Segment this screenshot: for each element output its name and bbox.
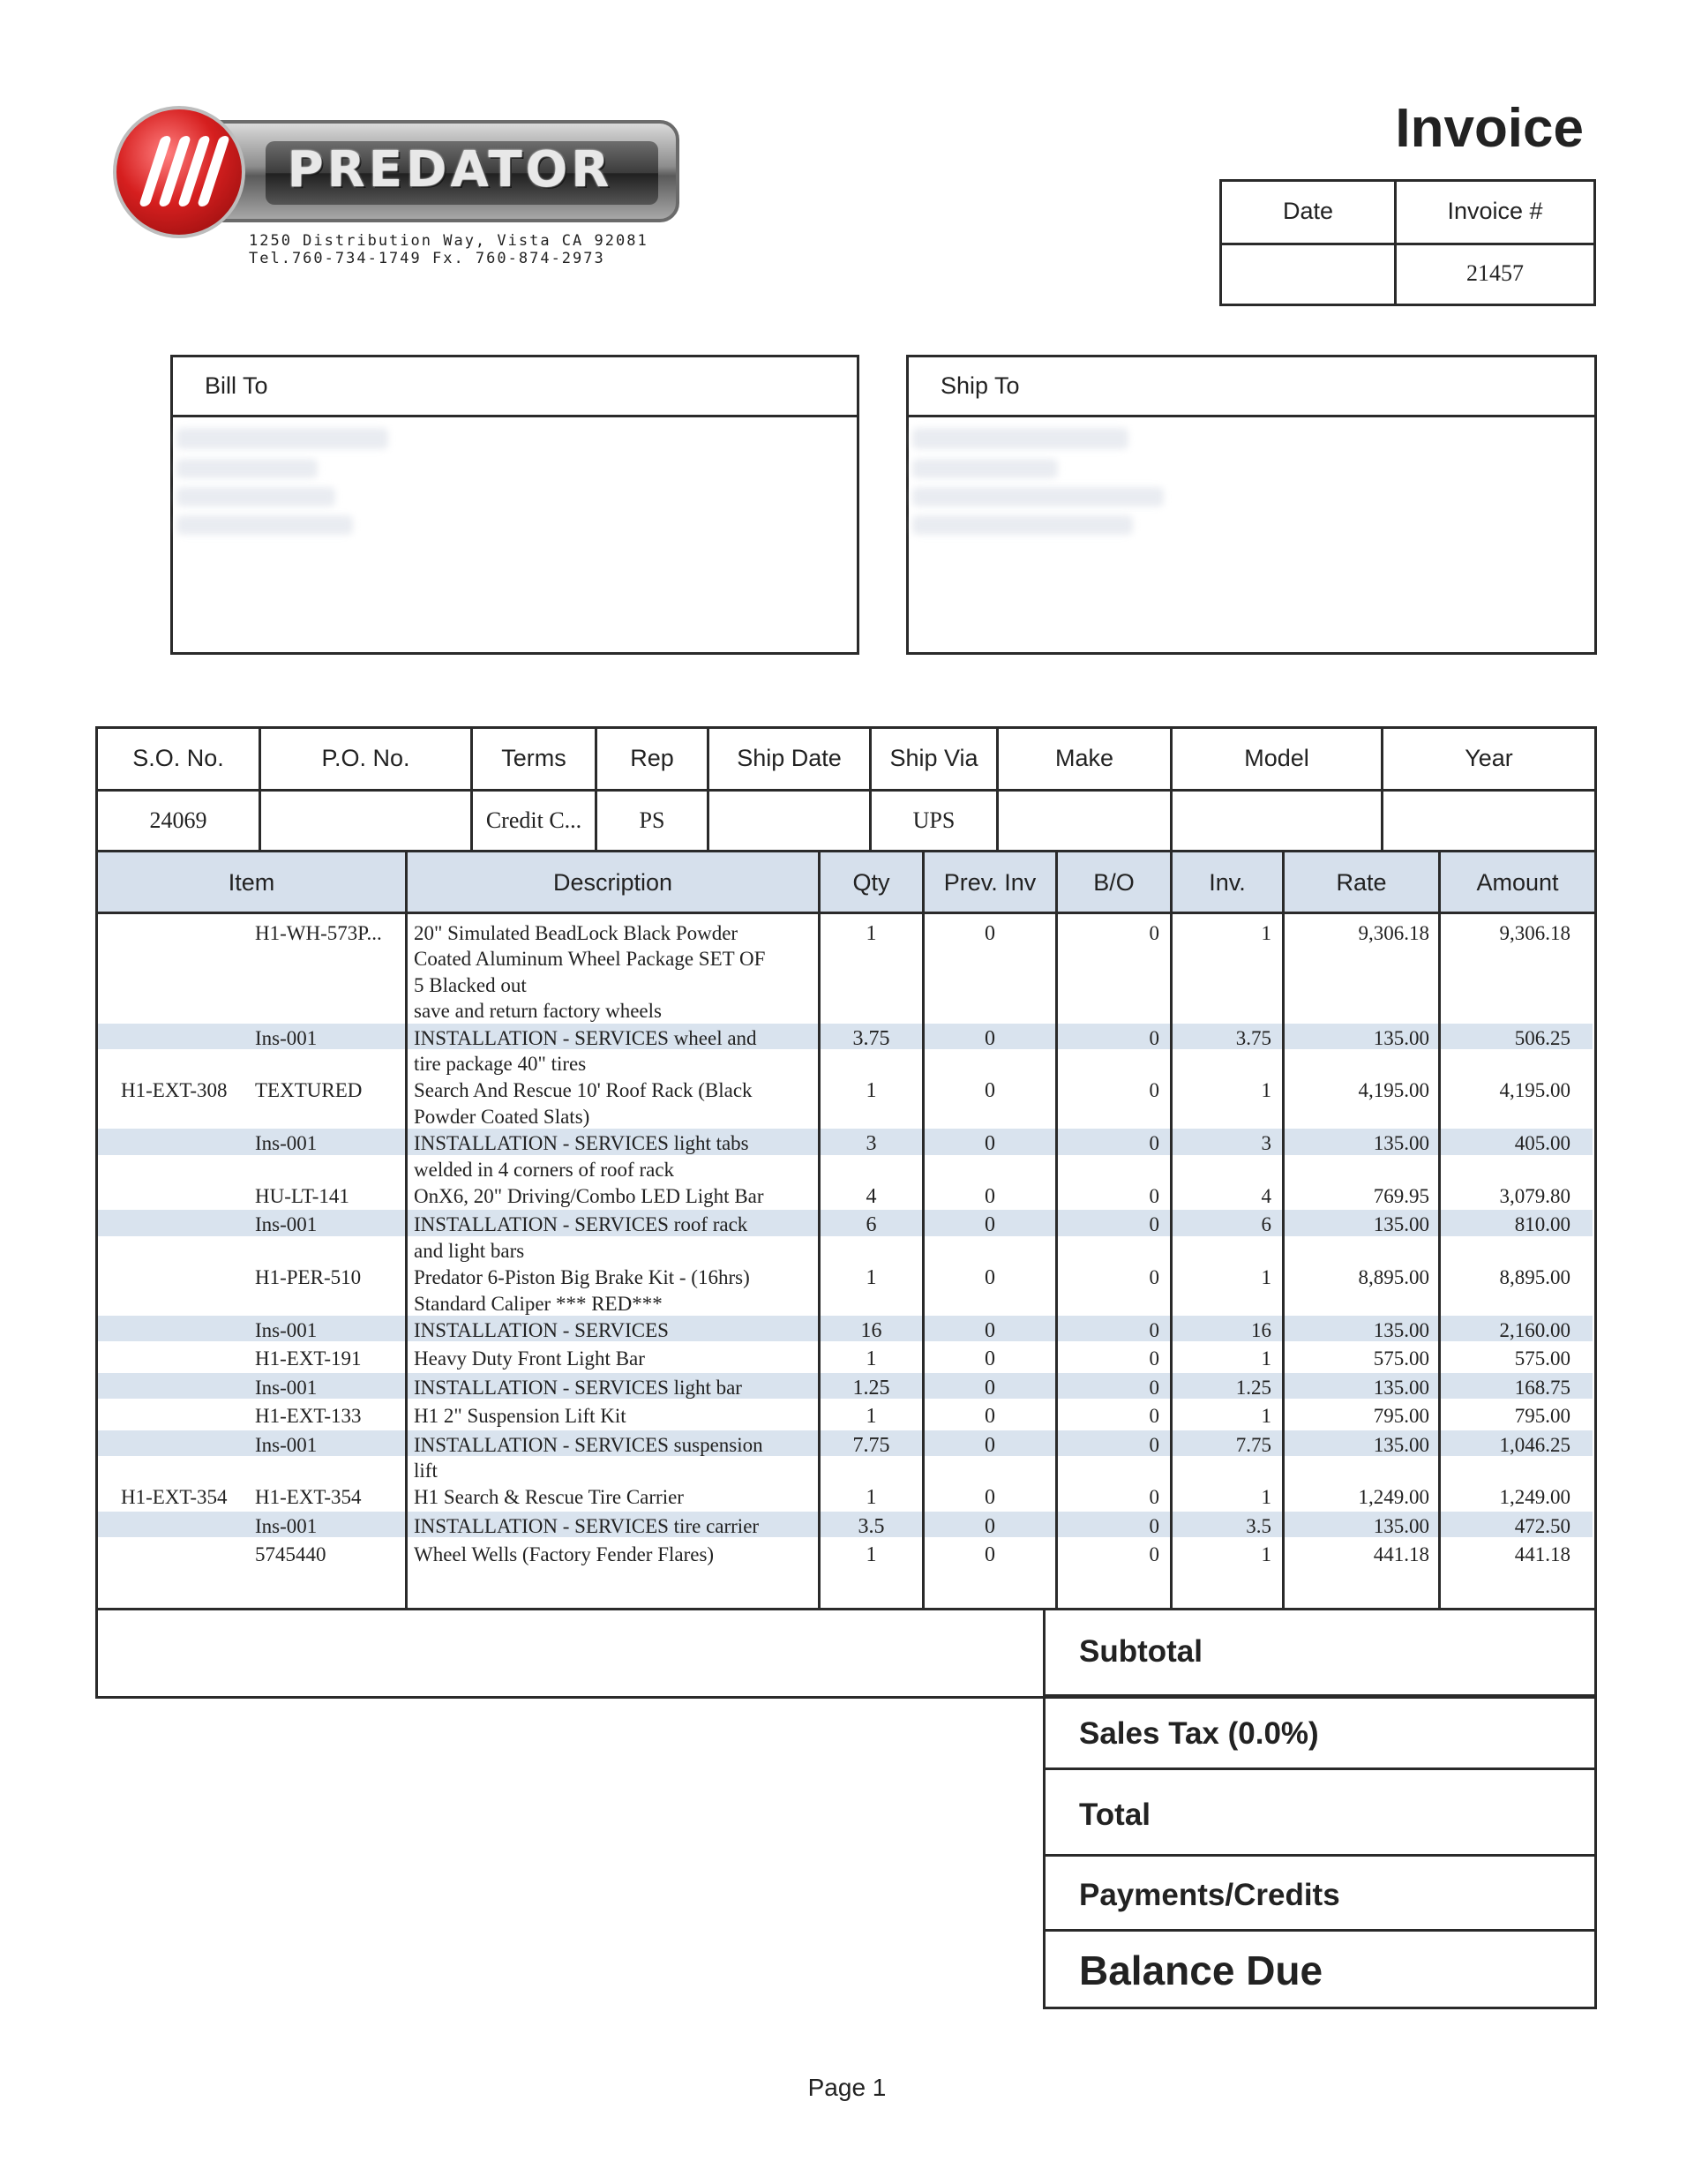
document-title: Invoice (1395, 98, 1584, 159)
row-qty: 1 (866, 922, 877, 945)
row-amount: 810.00 (1514, 1213, 1570, 1236)
make-header: Make (1054, 745, 1114, 771)
row-description-line: 20" Simulated BeadLock Black Powder (414, 922, 738, 944)
row-bo: 0 (1149, 1405, 1159, 1428)
logo-claw-emblem (113, 106, 245, 238)
row-bo: 0 (1149, 922, 1159, 944)
row-qty: 1 (866, 1266, 877, 1290)
row-prev-inv: 0 (985, 1026, 995, 1050)
row-inv: 1 (1261, 1486, 1271, 1509)
row-rate: 795.00 (1373, 1405, 1429, 1428)
page-number: Page 1 (807, 2074, 887, 2101)
row-bo: 0 (1149, 1132, 1159, 1155)
row-rate: 441.18 (1373, 1543, 1429, 1566)
row-item: Ins-001 (255, 1213, 318, 1236)
row-rate: 135.00 (1373, 1433, 1429, 1456)
row-amount: 8,895.00 (1499, 1266, 1570, 1289)
row-item: H1-WH-573P... (255, 922, 382, 944)
row-item: Ins-001 (255, 1132, 318, 1155)
row-prev-inv: 0 (985, 1319, 995, 1342)
row-rate: 135.00 (1373, 1319, 1429, 1341)
row-qty: 1 (866, 1405, 877, 1429)
row-inv: 1.25 (1235, 1376, 1271, 1399)
row-prev-inv: 0 (985, 1266, 995, 1290)
row-rate: 9,306.18 (1358, 922, 1429, 944)
row-qty: 3.75 (852, 1026, 890, 1050)
ship-via-value: UPS (912, 807, 956, 833)
row-bo: 0 (1149, 1376, 1159, 1399)
row-prev-inv: 0 (985, 1347, 995, 1371)
row-qty: 16 (860, 1319, 882, 1342)
row-qty: 3.5 (858, 1514, 885, 1538)
row-amount: 441.18 (1514, 1543, 1570, 1566)
row-item: Ins-001 (255, 1026, 318, 1049)
row-item: H1-EXT-354 (255, 1486, 362, 1509)
row-rate: 135.00 (1373, 1514, 1429, 1537)
row-inv: 1 (1261, 1405, 1271, 1428)
row-description-line: lift (414, 1460, 438, 1482)
row-description-line: Heavy Duty Front Light Bar (414, 1347, 645, 1370)
row-inv: 1 (1261, 1543, 1271, 1566)
row-inv: 1 (1261, 1347, 1271, 1370)
row-item: Ins-001 (255, 1376, 318, 1399)
amount-header: Amount (1476, 869, 1559, 896)
balance-due-label: Balance Due (1079, 1948, 1323, 1993)
row-qty: 1 (866, 1543, 877, 1567)
row-description-line: INSTALLATION - SERVICES roof rack (414, 1213, 748, 1236)
row-inv: 6 (1261, 1213, 1271, 1236)
sales-tax-label: Sales Tax (0.0%) (1079, 1716, 1319, 1751)
row-bo: 0 (1149, 1026, 1159, 1049)
row-prev-inv: 0 (985, 1079, 995, 1103)
row-amount: 795.00 (1514, 1405, 1570, 1428)
row-inv: 1 (1261, 1266, 1271, 1289)
inv-header: Inv. (1209, 869, 1246, 896)
so-no-header: S.O. No. (132, 745, 224, 771)
row-amount: 9,306.18 (1499, 922, 1570, 944)
row-rate: 135.00 (1373, 1132, 1429, 1155)
row-description-line: INSTALLATION - SERVICES tire carrier (414, 1514, 760, 1537)
row-amount: 575.00 (1514, 1347, 1570, 1370)
row-amount: 1,046.25 (1499, 1433, 1570, 1456)
row-inv: 4 (1261, 1185, 1271, 1207)
row-inv: 7.75 (1235, 1433, 1271, 1456)
row-prev-inv: 0 (985, 1514, 995, 1538)
row-prev-inv: 0 (985, 1185, 995, 1208)
bill-to-label: Bill To (205, 372, 268, 399)
row-prev-inv: 0 (985, 1213, 995, 1237)
row-item: H1-PER-510 (255, 1266, 362, 1289)
row-qty: 1.25 (852, 1376, 890, 1400)
row-description-line: Search And Rescue 10' Roof Rack (Black (414, 1079, 753, 1102)
model-header: Model (1244, 745, 1309, 771)
row-item: Ins-001 (255, 1319, 318, 1341)
row-inv: 3 (1261, 1132, 1271, 1155)
so-no-value: 24069 (149, 807, 207, 833)
row-qty: 4 (866, 1185, 877, 1208)
ship-to-redacted (912, 428, 1128, 449)
row-amount: 506.25 (1514, 1026, 1570, 1049)
row-prev-inv: 0 (985, 1405, 995, 1429)
row-bo: 0 (1149, 1486, 1159, 1509)
row-item: 5745440 (255, 1543, 326, 1566)
row-description-line: save and return factory wheels (414, 1000, 662, 1023)
row-amount: 1,249.00 (1499, 1486, 1570, 1509)
row-description-line: H1 2" Suspension Lift Kit (414, 1405, 626, 1428)
row-item: H1-EXT-133 (255, 1405, 362, 1428)
row-qty: 1 (866, 1079, 877, 1103)
row-description-line: 5 Blacked out (414, 973, 527, 996)
row-rate: 575.00 (1373, 1347, 1429, 1370)
row-amount: 168.75 (1514, 1376, 1570, 1399)
row-inv: 3.75 (1235, 1026, 1271, 1049)
row-inv: 16 (1251, 1319, 1271, 1341)
row-description-line: Predator 6-Piston Big Brake Kit - (16hrs) (414, 1266, 750, 1289)
row-qty: 3 (866, 1132, 877, 1156)
row-amount: 472.50 (1514, 1514, 1570, 1537)
po-no-header: P.O. No. (321, 745, 410, 771)
ship-to-label: Ship To (941, 372, 1020, 399)
bo-header: B/O (1093, 869, 1135, 896)
prev-inv-header: Prev. Inv (943, 869, 1037, 896)
subtotal-label: Subtotal (1079, 1634, 1203, 1669)
row-description-line: tire package 40" tires (414, 1053, 587, 1075)
row-qty: 1 (866, 1347, 877, 1371)
company-phone: Tel.760-734-1749 Fx. 760-874-2973 (249, 250, 605, 267)
terms-value: Credit C... (485, 807, 582, 833)
row-amount: 2,160.00 (1499, 1319, 1570, 1341)
row-inv: 1 (1261, 1079, 1271, 1102)
company-name: PREDATOR (287, 141, 613, 199)
rep-value: PS (639, 807, 665, 833)
row-description-line: INSTALLATION - SERVICES light bar (414, 1376, 742, 1399)
row-qty: 1 (866, 1486, 877, 1510)
row-bo: 0 (1149, 1347, 1159, 1370)
row-rate: 135.00 (1373, 1376, 1429, 1399)
row-rate: 769.95 (1373, 1185, 1429, 1207)
item-header: Item (228, 869, 275, 896)
row-bo: 0 (1149, 1185, 1159, 1207)
row-prev-inv: 0 (985, 922, 995, 945)
rep-header: Rep (630, 745, 674, 771)
row-prev-inv: 0 (985, 1376, 995, 1400)
row-item: Ins-001 (255, 1433, 318, 1456)
row-qty: 6 (866, 1213, 877, 1237)
row-bo: 0 (1149, 1433, 1159, 1456)
row-description-line: INSTALLATION - SERVICES (414, 1319, 669, 1341)
rate-header: Rate (1336, 869, 1387, 896)
row-description-line: INSTALLATION - SERVICES light tabs (414, 1132, 749, 1155)
row-item: Ins-001 (255, 1514, 318, 1537)
row-description-line: Wheel Wells (Factory Fender Flares) (414, 1543, 715, 1566)
row-description-line: welded in 4 corners of roof rack (414, 1158, 675, 1181)
row-description-line: INSTALLATION - SERVICES suspension (414, 1433, 763, 1456)
row-description-line: OnX6, 20" Driving/Combo LED Light Bar (414, 1185, 764, 1207)
row-group: H1-EXT-308 (121, 1079, 228, 1102)
row-amount: 3,079.80 (1499, 1185, 1570, 1207)
invoice-number-label: Invoice # (1447, 198, 1543, 224)
row-rate: 135.00 (1373, 1026, 1429, 1049)
terms-header: Terms (501, 745, 566, 771)
qty-header: Qty (852, 869, 890, 896)
row-bo: 0 (1149, 1079, 1159, 1102)
row-description-line: Standard Caliper *** RED*** (414, 1292, 663, 1315)
description-header: Description (552, 869, 673, 896)
bill-to-redacted (176, 428, 388, 449)
row-description-line: and light bars (414, 1239, 525, 1262)
row-amount: 4,195.00 (1499, 1079, 1570, 1102)
row-prev-inv: 0 (985, 1486, 995, 1510)
row-rate: 135.00 (1373, 1213, 1429, 1236)
date-label: Date (1282, 198, 1334, 224)
row-amount: 405.00 (1514, 1132, 1570, 1155)
row-rate: 1,249.00 (1358, 1486, 1429, 1509)
row-bo: 0 (1149, 1514, 1159, 1537)
row-item: H1-EXT-191 (255, 1347, 362, 1370)
payments-credits-label: Payments/Credits (1079, 1878, 1340, 1912)
row-rate: 4,195.00 (1358, 1079, 1429, 1102)
row-inv: 1 (1261, 922, 1271, 944)
row-item: TEXTURED (255, 1079, 363, 1102)
row-description-line: INSTALLATION - SERVICES wheel and (414, 1026, 757, 1049)
total-label: Total (1079, 1797, 1151, 1832)
ship-via-header: Ship Via (889, 745, 978, 771)
row-qty: 7.75 (852, 1433, 890, 1457)
row-prev-inv: 0 (985, 1543, 995, 1567)
invoice-number: 21457 (1466, 260, 1524, 286)
row-bo: 0 (1149, 1319, 1159, 1341)
row-item: HU-LT-141 (255, 1185, 349, 1207)
year-header: Year (1465, 745, 1513, 771)
company-address: 1250 Distribution Way, Vista CA 92081 (249, 232, 648, 250)
row-description-line: Coated Aluminum Wheel Package SET OF (414, 948, 766, 971)
row-description-line: Powder Coated Slats) (414, 1105, 590, 1128)
row-rate: 8,895.00 (1358, 1266, 1429, 1289)
row-group: H1-EXT-354 (121, 1486, 228, 1509)
row-prev-inv: 0 (985, 1433, 995, 1457)
row-bo: 0 (1149, 1266, 1159, 1289)
ship-date-header: Ship Date (737, 745, 842, 771)
row-description-line: H1 Search & Rescue Tire Carrier (414, 1486, 684, 1509)
row-bo: 0 (1149, 1213, 1159, 1236)
row-bo: 0 (1149, 1543, 1159, 1566)
row-prev-inv: 0 (985, 1132, 995, 1156)
row-inv: 3.5 (1246, 1514, 1271, 1537)
